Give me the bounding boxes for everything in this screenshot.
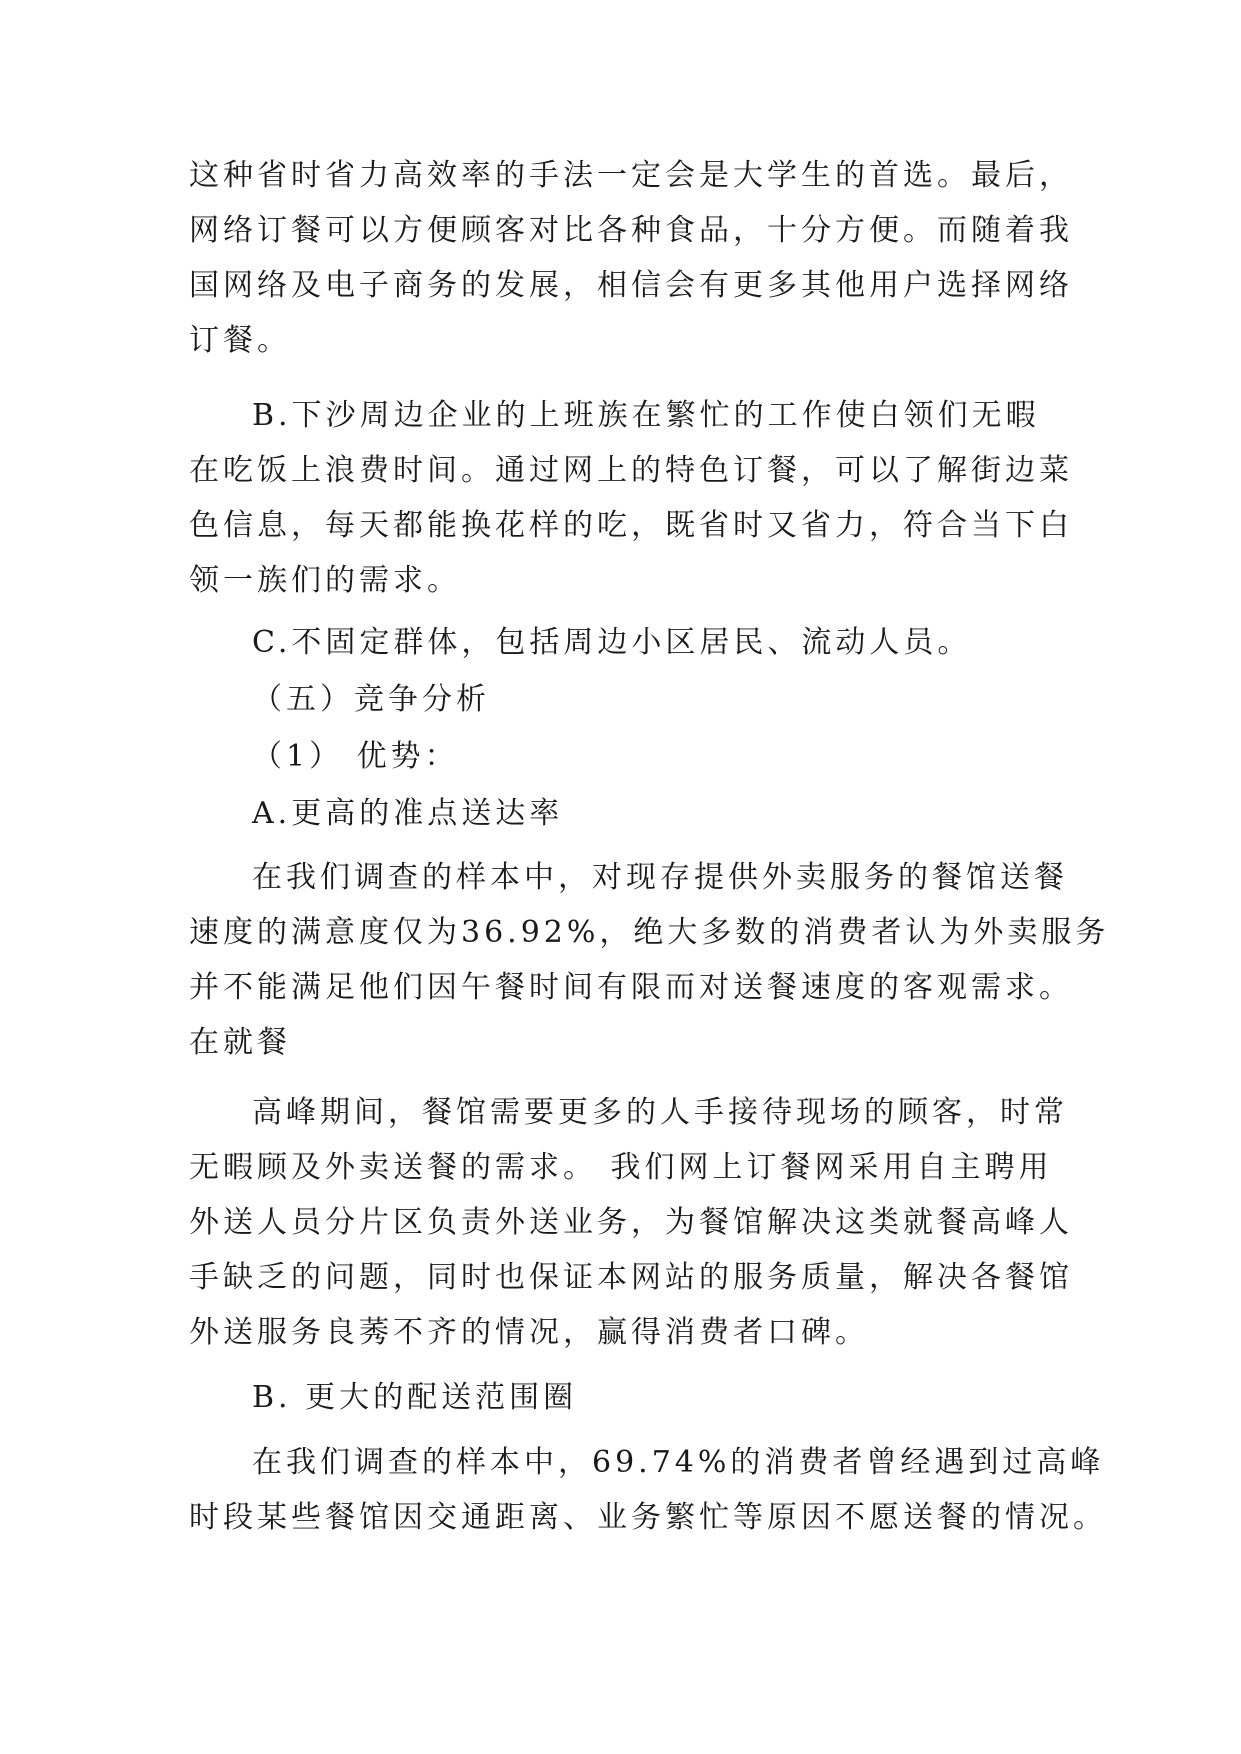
paragraph-line: 在就餐 [189,1025,291,1060]
paragraph-line: 手缺乏的问题，同时也保证本网站的服务质量，解决各餐馆 [189,1260,1073,1295]
subsection-heading: （1） 优势： [252,739,459,774]
paragraph-line: 无暇顾及外卖送餐的需求。 我们网上订餐网采用自主聘用 [189,1150,1053,1185]
paragraph-line: 高峰期间，餐馆需要更多的人手接待现场的顾客，时常 [252,1095,1068,1130]
paragraph-line: 速度的满意度仅为36.92%，绝大多数的消费者认为外卖服务 [189,915,1110,950]
paragraph-line: 外送服务良莠不齐的情况，赢得消费者口碑。 [189,1315,869,1350]
paragraph-line: 时段某些餐馆因交通距离、业务繁忙等原因不愿送餐的情况。 [189,1500,1107,1535]
paragraph-line: C.不固定群体，包括周边小区居民、流动人员。 [252,625,972,660]
paragraph-line: 网络订餐可以方便顾客对比各种食品，十分方便。而随着我 [189,213,1073,248]
section-heading: （五）竞争分析 [252,682,490,717]
paragraph-line: 国网络及电子商务的发展，相信会有更多其他用户选择网络 [189,268,1073,303]
paragraph-line: 领一族们的需求。 [189,563,461,598]
paragraph-line: 订餐。 [189,323,291,358]
item-heading: B. 更大的配送范围圈 [252,1380,578,1415]
paragraph-line: 在吃饭上浪费时间。通过网上的特色订餐，可以了解街边菜 [189,453,1073,488]
paragraph-line: 色信息，每天都能换花样的吃，既省时又省力，符合当下白 [189,508,1073,543]
paragraph-line: 外送人员分片区负责外送业务，为餐馆解决这类就餐高峰人 [189,1205,1073,1240]
paragraph-line: 在我们调查的样本中，对现存提供外卖服务的餐馆送餐 [252,860,1068,895]
paragraph-line: 并不能满足他们因午餐时间有限而对送餐速度的客观需求。 [189,970,1073,1005]
paragraph-line: 在我们调查的样本中，69.74%的消费者曾经遇到过高峰 [252,1445,1105,1480]
paragraph-line: B.下沙周边企业的上班族在繁忙的工作使白领们无暇 [252,398,1040,433]
paragraph-line: 这种省时省力高效率的手法一定会是大学生的首选。最后， [189,158,1073,193]
item-heading: A.更高的准点送达率 [252,796,564,831]
